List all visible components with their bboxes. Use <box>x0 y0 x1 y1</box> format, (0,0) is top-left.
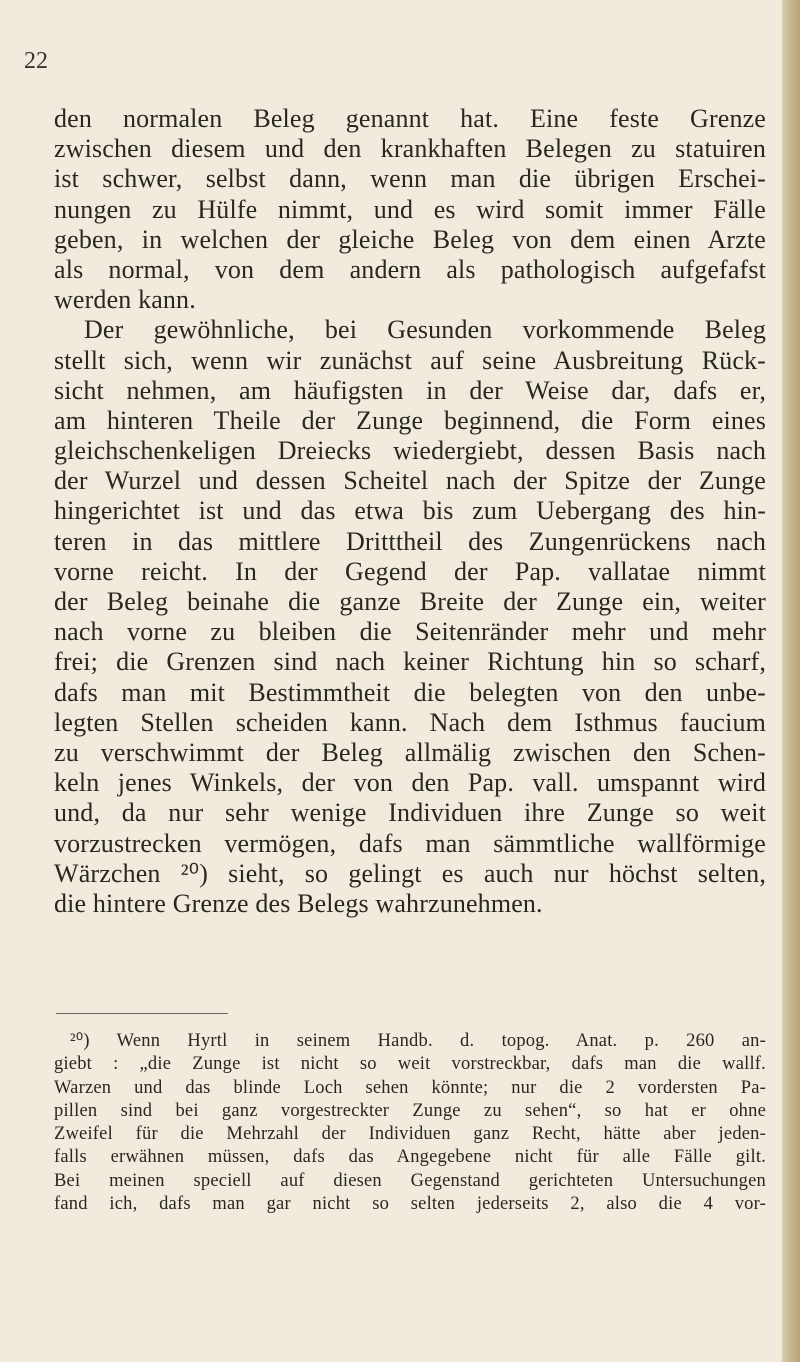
footnote-line: falls erwähnen müssen, dafs das Angegebene nicht für alle Fälle gilt. <box>54 1147 766 1168</box>
body-line: der Beleg beinahe die ganze Breite der Zunge ein, weiter <box>54 587 766 616</box>
footnote-line: fand ich, dafs man gar nicht so selten jederseits 2, also die 4 vor- <box>54 1194 766 1215</box>
body-line: legten Stellen scheiden kann. Nach dem Isthmus faucium <box>54 707 766 737</box>
body-line: keln jenes Winkels, der von den Pap. vall. umspannt wird <box>54 768 766 798</box>
body-line: ist schwer, selbst dann, wenn man die übrigen Erschei- <box>54 164 766 194</box>
body-line: zu verschwimmt der Beleg allmälig zwischen den Schen- <box>54 737 766 767</box>
body-line: sicht nehmen, am häufigsten in der Weise dar, dafs er, <box>54 375 766 405</box>
body-line: dafs man mit Bestimmtheit die belegten von den unbe- <box>54 677 766 707</box>
footnote-line: giebt : „die Zunge ist nicht so weit vorstreckbar, dafs man die wallf. <box>54 1054 766 1075</box>
footnote-line: Zweifel für die Mehrzahl der Individuen ganz Recht, hätte aber jeden- <box>54 1124 766 1145</box>
body-line: hingerichtet ist und das etwa bis zum Uebergang des hin- <box>54 496 766 526</box>
body-line: teren in das mittlere Dritttheil des Zungenrückens nach <box>54 526 766 556</box>
footnote <box>54 1030 766 1216</box>
body-line: Wärzchen ²⁰) sieht, so gelingt es auch nur höchst selten, <box>54 858 766 888</box>
body-line: stellt sich, wenn wir zunächst auf seine Ausbreitung Rück- <box>54 345 766 375</box>
body-line: werden kann. <box>54 285 196 315</box>
footnote-separator <box>56 1013 228 1014</box>
footnote-line: pillen sind bei ganz vorgestreckter Zunge zu sehen“, so hat er ohne <box>54 1100 766 1121</box>
body-line: gleichschenkeligen Dreiecks wiedergiebt, dessen Basis nach <box>54 436 766 466</box>
body-line: und, da nur sehr wenige Individuen ihre Zunge so weit <box>54 798 766 828</box>
body-line: die hintere Grenze des Belegs wahrzunehmen. <box>54 888 543 918</box>
body-line: vorzustrecken vermögen, dafs man sämmtliche wallförmige <box>54 828 766 858</box>
body-line: vorne reicht. In der Gegend der Pap. vallatae nimmt <box>54 556 766 586</box>
body-line: zwischen diesem und den krankhaften Belegen zu statuiren <box>54 134 766 164</box>
body-line: Der gewöhnliche, bei Gesunden vorkommende Beleg <box>84 315 766 345</box>
page-edge <box>782 0 800 1362</box>
body-line: als normal, von dem andern als pathologisch aufgefafst <box>54 254 766 284</box>
body-line: der Wurzel und dessen Scheitel nach der Spitze der Zunge <box>54 466 766 496</box>
footnote-line: ²⁰) Wenn Hyrtl in seinem Handb. d. topog. Anat. p. 260 an- <box>70 1031 766 1051</box>
body-line: nach vorne zu bleiben die Seitenränder mehr und mehr <box>54 617 766 647</box>
body-line: den normalen Beleg genannt hat. Eine feste Grenze <box>54 104 766 133</box>
footnote-line: Warzen und das blinde Loch sehen könnte; nur die 2 vordersten Pa- <box>54 1077 766 1098</box>
body-line: geben, in welchen der gleiche Beleg von dem einen Arzte <box>54 224 766 254</box>
page-number: 22 <box>24 48 48 74</box>
body-line: frei; die Grenzen sind nach keiner Richtung hin so scharf, <box>54 647 766 677</box>
body-text <box>54 104 766 919</box>
body-line: am hinteren Theile der Zunge beginnend, die Form eines <box>54 405 766 435</box>
footnote-line: Bei meinen speciell auf diesen Gegenstand gerichteten Untersuchungen <box>54 1170 766 1191</box>
body-line: nungen zu Hülfe nimmt, und es wird somit immer Fälle <box>54 194 766 224</box>
